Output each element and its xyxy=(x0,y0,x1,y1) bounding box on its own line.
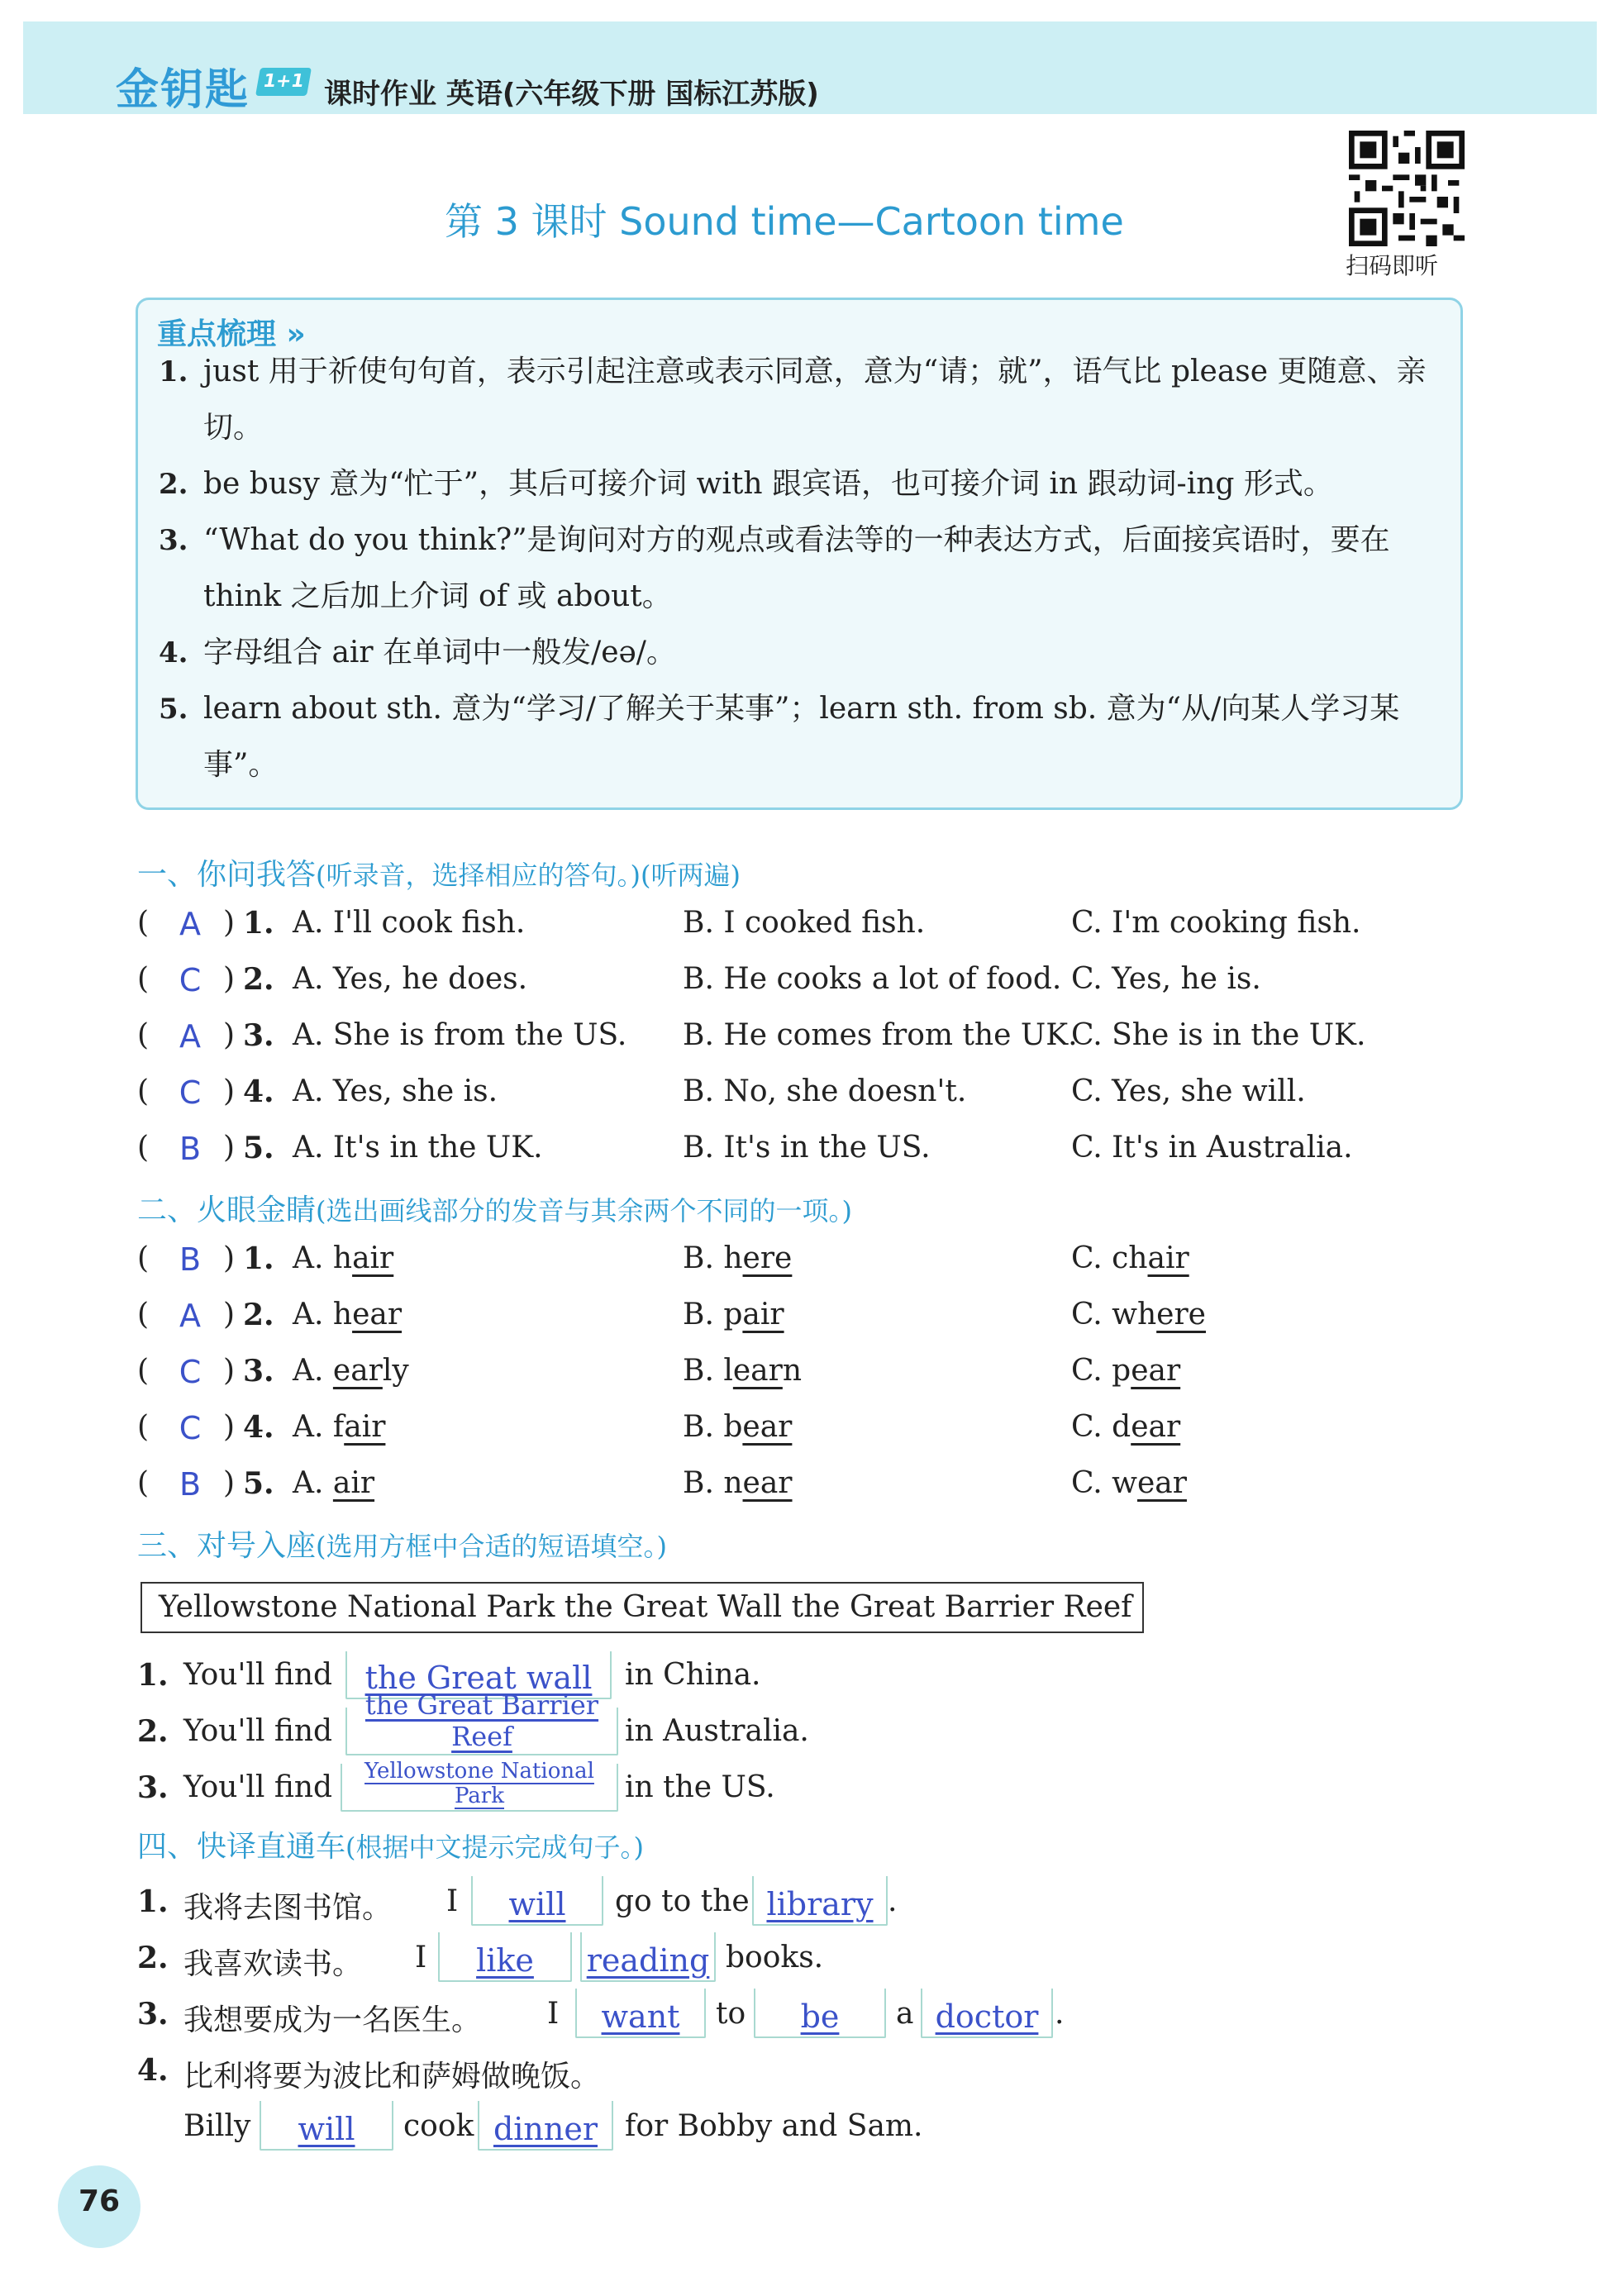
option-a[interactable]: A. air xyxy=(293,1466,375,1500)
option-c[interactable]: C. where xyxy=(1071,1298,1206,1331)
fill-blank[interactable]: will xyxy=(471,1876,603,1926)
answer-choice[interactable]: C xyxy=(179,1354,202,1390)
section-heading: 二、火眼金睛(选出画线部分的发音与其余两个不同的一项。) xyxy=(137,1193,852,1227)
key-point-number: 1. xyxy=(159,355,188,388)
brand-badge: 1+1 xyxy=(255,68,312,96)
key-point-text: be busy 意为“忙于”，其后可接介词 with 跟宾语，也可接介词 in 跟动词-ing 形式。 xyxy=(203,467,1333,501)
option-a[interactable]: A. Yes, he does. xyxy=(293,962,528,996)
question-row: ( C ) 3. A. early B. learn C. pear xyxy=(137,1354,1181,1390)
option-c[interactable]: C. pear xyxy=(1071,1354,1181,1388)
key-point-number: 5. xyxy=(159,693,188,726)
option-a[interactable]: A. She is from the US. xyxy=(293,1018,627,1052)
answer-choice[interactable]: C xyxy=(179,1410,202,1446)
question-row: ( B ) 1. A. hair B. here C. chair xyxy=(137,1241,1189,1278)
option-b[interactable]: B. bear xyxy=(683,1410,793,1444)
option-a[interactable]: A. I'll cook fish. xyxy=(293,906,526,940)
answer-choice[interactable]: B xyxy=(179,1241,202,1278)
question-row: ( A ) 3. A. She is from the US. B. He comes from the UK. C. She is in the UK. xyxy=(137,1018,1366,1055)
option-c[interactable]: C. Yes, he is. xyxy=(1071,962,1261,996)
option-b[interactable]: B. It's in the US. xyxy=(683,1131,931,1165)
option-a[interactable]: A. It's in the UK. xyxy=(293,1131,543,1165)
option-b[interactable]: B. learn xyxy=(683,1354,803,1388)
answer-choice[interactable]: A xyxy=(179,1298,201,1334)
header-title: 课时作业 英语(六年级下册 国标江苏版) xyxy=(324,78,819,111)
fill-blank[interactable]: be xyxy=(754,1989,886,2038)
answer-choice[interactable]: A xyxy=(179,906,201,942)
key-point-number: 4. xyxy=(159,636,188,669)
fill-blank[interactable]: like xyxy=(438,1932,572,1982)
question-row: ( C ) 4. A. Yes, she is. B. No, she doesn't. C. Yes, she will. xyxy=(137,1074,1306,1111)
option-a[interactable]: A. hair xyxy=(293,1241,394,1275)
answer-choice[interactable]: C xyxy=(179,962,202,998)
option-c[interactable]: C. I'm cooking fish. xyxy=(1071,906,1361,940)
option-c[interactable]: C. It's in Australia. xyxy=(1071,1131,1353,1165)
option-b[interactable]: B. He cooks a lot of food. xyxy=(683,962,1062,996)
answer-choice[interactable]: C xyxy=(179,1074,202,1111)
page-number: 76 xyxy=(78,2184,121,2218)
section-heading: 一、你问我答(听录音，选择相应的答句。)(听两遍) xyxy=(137,858,741,892)
option-a[interactable]: A. early xyxy=(293,1354,409,1388)
option-b[interactable]: B. He comes from the UK. xyxy=(683,1018,1078,1052)
key-points-heading: 重点梳理 » xyxy=(157,317,306,351)
section-heading: 三、对号入座(选用方框中合适的短语填空。) xyxy=(137,1529,667,1563)
option-a[interactable]: A. Yes, she is. xyxy=(293,1074,498,1108)
phrase-box: Yellowstone National Park the Great Wall the Great Barrier Reef xyxy=(141,1582,1144,1633)
key-point-number: 2. xyxy=(159,468,188,501)
option-b[interactable]: B. pair xyxy=(683,1298,784,1331)
key-point-text: learn about sth. 意为“学习/了解关于某事”；learn sth. from sb. 意为“从/向某人学习某事”。 xyxy=(203,692,1400,782)
key-point-text: 字母组合 air 在单词中一般发/eə/。 xyxy=(203,636,676,669)
fill-blank[interactable]: dinner xyxy=(478,2101,613,2151)
fill-blank[interactable]: library xyxy=(752,1876,888,1926)
option-c[interactable]: C. chair xyxy=(1071,1241,1189,1275)
brand-logo: 金钥匙 xyxy=(116,65,250,115)
option-c[interactable]: C. dear xyxy=(1071,1410,1181,1444)
question-row: ( B ) 5. A. It's in the UK. B. It's in the US. C. It's in Australia. xyxy=(137,1131,1353,1167)
key-point-number: 3. xyxy=(159,524,188,557)
lesson-title: 第 3 课时 Sound time—Cartoon time xyxy=(445,199,1124,244)
question-row: ( A ) 2. A. hear B. pair C. where xyxy=(137,1298,1206,1334)
question-row: ( A ) 1. A. I'll cook fish. B. I cooked fish. C. I'm cooking fish. xyxy=(137,906,1361,942)
key-point-text: just 用于祈使句句首，表示引起注意或表示同意，意为“请；就”，语气比 please 更随意、亲切。 xyxy=(203,355,1427,445)
fill-blank[interactable]: the Great Barrier Reef xyxy=(345,1708,618,1755)
answer-choice[interactable]: A xyxy=(179,1018,201,1055)
option-a[interactable]: A. hear xyxy=(293,1298,403,1331)
qr-label: 扫码即听 xyxy=(1346,252,1439,279)
fill-blank[interactable]: want xyxy=(575,1989,706,2038)
section-heading: 四、快译直通车(根据中文提示完成句子。) xyxy=(137,1830,644,1864)
key-point-text: “What do you think?”是询问对方的观点或看法等的一种表达方式，后面接宾语时，要在 think 之后加上介词 of 或 about。 xyxy=(203,523,1390,613)
option-b[interactable]: B. here xyxy=(683,1241,793,1275)
question-row: ( C ) 4. A. fair B. bear C. dear xyxy=(137,1410,1181,1446)
option-a[interactable]: A. fair xyxy=(293,1410,386,1444)
question-row: ( C ) 2. A. Yes, he does. B. He cooks a lot of food. C. Yes, he is. xyxy=(137,962,1261,998)
fill-blank[interactable]: doctor xyxy=(921,1989,1053,2038)
fill-blank[interactable]: Yellowstone National Park xyxy=(341,1764,618,1812)
option-c[interactable]: C. She is in the UK. xyxy=(1071,1018,1366,1052)
option-c[interactable]: C. Yes, she will. xyxy=(1071,1074,1306,1108)
fill-blank[interactable]: the Great wall xyxy=(345,1651,612,1699)
option-c[interactable]: C. wear xyxy=(1071,1466,1187,1500)
fill-blank[interactable]: reading xyxy=(580,1932,716,1982)
answer-choice[interactable]: B xyxy=(179,1466,202,1503)
qr-code-icon[interactable] xyxy=(1349,131,1465,246)
question-row: ( B ) 5. A. air B. near C. wear xyxy=(137,1466,1187,1503)
option-b[interactable]: B. No, she doesn't. xyxy=(683,1074,967,1108)
fill-blank[interactable]: will xyxy=(260,2101,393,2151)
option-b[interactable]: B. I cooked fish. xyxy=(683,906,926,940)
answer-choice[interactable]: B xyxy=(179,1131,202,1167)
option-b[interactable]: B. near xyxy=(683,1466,793,1500)
